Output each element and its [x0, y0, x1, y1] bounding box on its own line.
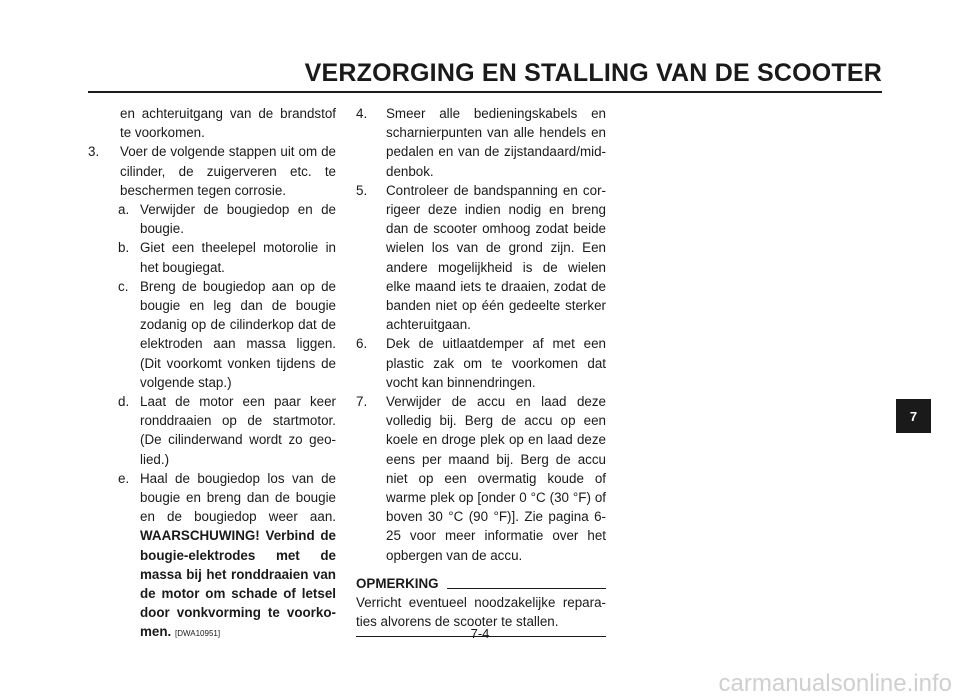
item-text: Voer de volgende stappen uit om de cilinder, de zuigerveren etc. te beschermen tegen corrosie. [120, 144, 336, 198]
item-number: 6. [356, 336, 368, 352]
page-number: 7-4 [470, 626, 490, 641]
note-heading-label: OPMERKING [356, 575, 439, 591]
note-heading [356, 574, 606, 593]
sub-item-letter: c. [118, 278, 129, 294]
sub-item-e [118, 469, 336, 644]
sub-item-a [118, 200, 336, 238]
header-rule [88, 91, 882, 93]
left-column [88, 104, 336, 644]
chapter-tab-label: 7 [909, 408, 918, 424]
page-header-title: VERZORGING EN STALLING VAN DE SCOOTER [304, 59, 882, 87]
sub-item-letter: e. [118, 470, 130, 486]
note-text: Verricht eventueel noodzakelijke reparaties alvorens de scooter te stallen. [356, 595, 606, 630]
sub-item-letter: d. [118, 394, 130, 410]
sub-item-d [118, 392, 336, 469]
watermark: carmanualsonline.info [718, 670, 952, 697]
note-heading-rule [447, 588, 606, 589]
sub-item-text: Laat de motor een paar keer ronddraaien op de startmotor. (De cilinderwand wordt zo geolied.) [140, 394, 336, 467]
sub-item-c [118, 277, 336, 392]
item-text: Dek de uitlaatdemper af met een plastic zak om te voorkomen dat vocht kan binnendringen. [386, 336, 606, 390]
chapter-tab [896, 399, 931, 433]
item-number: 7. [356, 394, 368, 410]
list-item-3 [88, 142, 336, 200]
intro-text: en achteruitgang van de brandstof te voorkomen. [120, 106, 336, 141]
sub-item-text: Verwijder de bougiedop en de bougie. [140, 202, 336, 237]
sub-item-letter: a. [118, 202, 130, 218]
sub-item-text: Haal de bougiedop los van de bougie en breng dan de bougie en de bougiedop weer aan. [140, 470, 336, 525]
warning-code: [DWA10951] [175, 629, 221, 639]
item-number: 4. [356, 106, 368, 121]
item-number: 5. [356, 182, 368, 198]
sub-item-b [118, 238, 336, 276]
sub-item-e-body [140, 469, 336, 644]
list-item-6 [356, 334, 606, 392]
warning-text: WAARSCHUWING! Verbind de bougie-elektrodes met de massa bij het ronddraaien van de motor om schade of letsel door vonkvorming te voorkomen. [140, 528, 336, 640]
sub-item-text: Giet een theelepel motorolie in het bougiegat. [140, 240, 336, 275]
item-text: Smeer alle bedieningskabels en scharnierpunten van alle hendels en pedalen en van de zijstandaard/middenbok. [386, 106, 606, 179]
list-item-4 [356, 104, 606, 181]
item-text: Verwijder de accu en laad deze volledig bij. Berg de accu op een koele en droge plek op en laad deze eens per maand bij. Berg de accu niet op een overmatig koude of warme plek op [onder 0 °C (30 °F) of boven 30 °C (90 °F)]. Zie pagina 6-25 voor meer informatie over het opbergen van de accu. [386, 394, 606, 563]
item-number: 3. [88, 144, 100, 160]
sub-item-text: Breng de bougiedop aan op de bougie en leg dan de bougie zodanig op de cilinderkop dat de elektroden aan massa liggen. (Dit voorkomt vonken tijdens de volgende stap.) [140, 278, 336, 390]
right-column [356, 104, 606, 637]
item-text: Controleer de bandspanning en corrigeer deze indien nodig en breng dan de scooter omhoog zodat beide wielen los van de grond zijn. Een andere mogelijkheid is de wielen elke maand iets te draaien, zodat de banden niet op één gedeelte sterker achteruitgaan. [386, 182, 606, 333]
list-item-5 [356, 181, 606, 335]
list-item-7 [356, 392, 606, 565]
sub-item-letter: b. [118, 240, 130, 256]
